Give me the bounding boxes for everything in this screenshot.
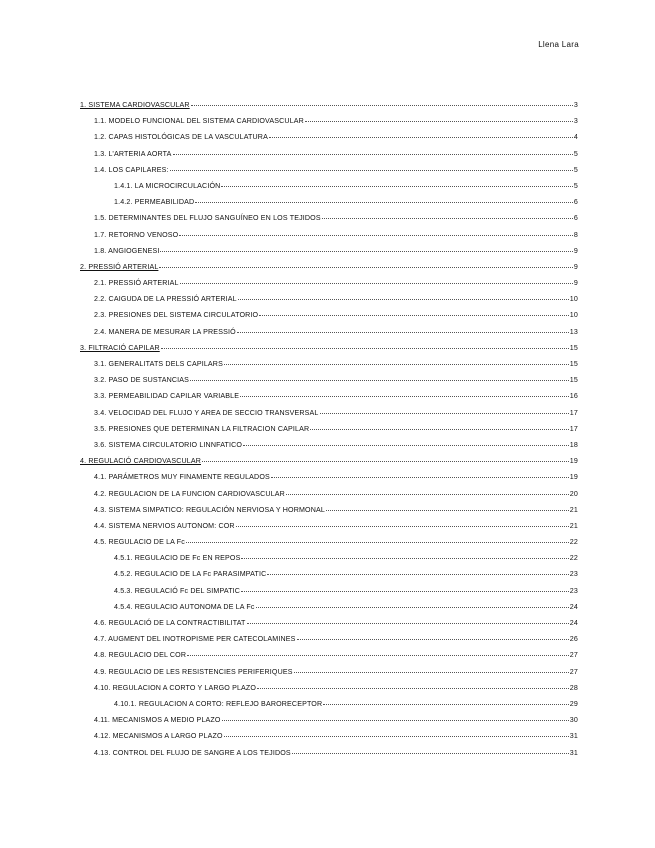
toc-entry[interactable] [80,392,578,408]
toc-dot-leader [259,315,569,316]
toc-dot-leader [160,251,572,252]
toc-entry-title: 2. PRESSIÓ ARTERIAL [80,262,159,271]
toc-entry[interactable] [80,117,578,133]
toc-dot-leader [243,445,569,446]
toc-entry-page: 22 [569,538,578,547]
toc-dot-leader [170,170,573,171]
toc-entry-title: 2.4. MANERA DE MESURAR LA PRESSIÓ [94,327,236,336]
toc-dot-leader [190,380,569,381]
toc-entry-page: 5 [573,181,578,190]
toc-entry[interactable] [80,295,578,311]
toc-entry[interactable] [80,409,578,425]
toc-entry-page: 9 [573,246,578,255]
toc-entry[interactable] [80,457,578,473]
toc-entry-page: 13 [569,327,578,336]
toc-entry[interactable] [80,425,578,441]
toc-entry-page: 19 [569,457,578,466]
toc-entry-page: 27 [569,651,578,660]
toc-entry-title: 2.3. PRESIONES DEL SISTEMA CIRCULATORIO [94,311,259,320]
toc-entry[interactable] [80,732,578,748]
author-name: Llena Lara [538,40,579,49]
toc-entry-page: 6 [573,214,578,223]
toc-entry-page: 22 [569,554,578,563]
toc-entry[interactable] [80,150,578,166]
toc-entry-page: 4 [573,133,578,142]
toc-dot-leader [294,672,569,673]
toc-entry-title: 3.2. PASO DE SUSTANCIAS [94,376,190,385]
toc-entry-title: 4.8. REGULACIO DEL COR [94,651,187,660]
toc-entry-page: 21 [569,521,578,530]
toc-dot-leader [173,154,573,155]
toc-entry[interactable] [80,231,578,247]
toc-entry-title: 4.5. REGULACIO DE LA Fc [94,538,185,547]
toc-entry-title: 4.2. REGULACION DE LA FUNCION CARDIOVASCULAR [94,489,285,498]
toc-entry-page: 8 [573,230,578,239]
toc-entry[interactable] [80,603,578,619]
toc-entry-title: 1.4. LOS CAPILARES: [94,165,169,174]
toc-entry[interactable] [80,214,578,230]
toc-entry-page: 5 [573,149,578,158]
toc-dot-leader [286,494,569,495]
toc-entry[interactable] [80,554,578,570]
toc-entry[interactable] [80,587,578,603]
toc-entry[interactable] [80,441,578,457]
toc-entry-title: 1.8. ANGIOGENESI [94,246,160,255]
toc-entry-page: 15 [569,360,578,368]
toc-entry-page: 5 [573,165,578,174]
toc-dot-leader [292,753,569,754]
toc-entry[interactable] [80,570,578,586]
toc-entry[interactable] [80,490,578,506]
toc-dot-leader [241,558,568,559]
toc-entry-title: 2.2. CAIGUDA DE LA PRESSIÓ ARTERIAL [94,295,237,304]
toc-entry-title: 4.3. SISTEMA SIMPATICO: REGULACIÓN NERVIOSA Y HORMONAL [94,505,325,514]
toc-dot-leader [326,510,569,511]
toc-entry-page: 3 [573,101,578,109]
toc-dot-leader [323,704,569,705]
toc-entry-page: 20 [569,489,578,498]
toc-entry-title: 4.5.2. REGULACIO DE LA Fc PARASIMPATIC [114,570,267,579]
toc-entry-title: 3.1. GENERALITATS DELS CAPILARS [94,360,223,368]
toc-entry-page: 10 [569,311,578,320]
toc-entry[interactable] [80,619,578,635]
toc-entry[interactable] [80,198,578,214]
toc-entry-title: 4.13. CONTROL DEL FLUJO DE SANGRE A LOS TEJIDOS [94,748,291,757]
toc-entry-page: 3 [573,117,578,126]
toc-entry[interactable] [80,101,578,117]
toc-entry-title: 2.1. PRESSIÓ ARTERIAL [94,279,179,288]
toc-entry-title: 4.5.4. REGULACIO AUTONOMA DE LA Fc [114,602,255,611]
toc-entry-page: 15 [569,376,578,385]
toc-dot-leader [187,655,569,656]
toc-entry-title: 3.3. PERMEABILIDAD CAPILAR VARIABLE [94,392,240,401]
toc-dot-leader [322,218,573,219]
toc-entry-title: 4. REGULACIÓ CARDIOVASCULAR [80,457,201,466]
toc-dot-leader [256,607,569,608]
toc-entry-title: 3.5. PRESIONES QUE DETERMINAN LA FILTRACION CAPILAR [94,424,310,433]
toc-entry-page: 24 [569,602,578,611]
toc-entry-title: 4.7. AUGMENT DEL INOTROPISME PER CATECOLAMINES [94,635,296,644]
toc-entry-page: 29 [569,699,578,708]
toc-dot-leader [195,202,573,203]
toc-entry-title: 1.3. L’ARTERIA AORTA [94,149,172,158]
toc-entry[interactable] [80,668,578,684]
toc-entry-title: 1.1. MODELO FUNCIONAL DEL SISTEMA CARDIOVASCULAR [94,117,304,126]
toc-entry-title: 1.2. CAPAS HISTOLÓGICAS DE LA VASCULATURA [94,133,268,142]
toc-entry-page: 18 [569,440,578,449]
toc-entry[interactable] [80,376,578,392]
toc-entry[interactable] [80,700,578,716]
toc-entry-title: 4.1. PARÁMETROS MUY FINAMENTE REGULADOS [94,473,270,482]
toc-entry-title: 4.11. MECANISMOS A MEDIO PLAZO [94,716,221,725]
toc-dot-leader [236,526,569,527]
toc-dot-leader [159,267,572,268]
toc-entry[interactable] [80,279,578,295]
toc-entry-page: 6 [573,198,578,207]
toc-entry-page: 21 [569,505,578,514]
toc-entry-page: 19 [569,473,578,482]
toc-entry[interactable] [80,311,578,327]
toc-entry[interactable] [80,328,578,344]
toc-entry[interactable] [80,263,578,279]
toc-dot-leader [180,283,573,284]
toc-dot-leader [267,574,568,575]
toc-dot-leader [241,591,569,592]
toc-entry[interactable] [80,538,578,554]
toc-entry-title: 3.6. SISTEMA CIRCULATORIO LINNFATICO [94,440,243,449]
toc-dot-leader [221,186,572,187]
toc-entry-page: 27 [569,667,578,676]
table-of-contents [80,101,578,765]
toc-entry-page: 28 [569,683,578,692]
toc-dot-leader [297,639,569,640]
toc-entry[interactable] [80,716,578,732]
toc-entry[interactable] [80,651,578,667]
toc-entry-title: 1. SISTEMA CARDIOVASCULAR [80,101,190,109]
toc-entry-title: 1.7. RETORNO VENOSO [94,230,179,239]
toc-entry-title: 3. FILTRACIÓ CAPILAR [80,343,160,352]
toc-entry-title: 1.5. DETERMINANTES DEL FLUJO SANGUÍNEO EN LOS TEJIDOS [94,214,321,223]
toc-entry-title: 4.4. SISTEMA NERVIOS AUTONOM: COR [94,521,235,530]
toc-dot-leader [161,348,569,349]
toc-entry[interactable] [80,247,578,263]
toc-entry-title: 4.6. REGULACIÓ DE LA CONTRACTIBILITAT [94,619,246,627]
toc-entry-page: 17 [569,408,578,417]
toc-dot-leader [305,121,573,122]
toc-entry-page: 23 [569,586,578,595]
toc-entry-page: 17 [569,424,578,433]
toc-entry-page: 10 [569,295,578,304]
toc-dot-leader [240,396,569,397]
toc-entry-title: 4.5.1. REGULACIO DE Fc EN REPOS [114,554,241,563]
toc-entry[interactable] [80,360,578,376]
toc-entry-page: 31 [569,748,578,757]
toc-entry[interactable] [80,684,578,700]
toc-entry[interactable] [80,635,578,651]
toc-entry-title: 4.9. REGULACIO DE LES RESISTENCIES PERIFERIQUES [94,667,293,676]
toc-entry-title: 3.4. VELOCIDAD DEL FLUJO Y AREA DE SECCIO TRANSVERSAL [94,408,319,417]
toc-dot-leader [320,413,569,414]
toc-dot-leader [186,542,569,543]
toc-dot-leader [237,332,569,333]
toc-entry-page: 31 [569,732,578,741]
toc-entry[interactable] [80,166,578,182]
toc-entry-title: 1.4.1. LA MICROCIRCULACIÓN [114,181,221,190]
toc-entry[interactable] [80,133,578,149]
toc-entry-page: 24 [569,619,578,627]
toc-entry-page: 26 [569,635,578,644]
toc-entry-page: 15 [569,343,578,352]
toc-entry-page: 9 [573,279,578,288]
toc-dot-leader [222,720,569,721]
toc-dot-leader [269,137,573,138]
toc-dot-leader [271,477,569,478]
toc-entry-title: 4.10. REGULACION A CORTO Y LARGO PLAZO [94,683,257,692]
toc-entry[interactable] [80,522,578,538]
toc-dot-leader [238,299,569,300]
toc-dot-leader [224,364,569,365]
toc-entry-title: 1.4.2. PERMEABILIDAD [114,198,195,207]
toc-dot-leader [179,235,573,236]
toc-entry-page: 9 [573,262,578,271]
toc-entry[interactable] [80,344,578,360]
toc-entry[interactable] [80,182,578,198]
toc-dot-leader [257,688,569,689]
toc-entry[interactable] [80,473,578,489]
toc-entry-page: 16 [569,392,578,401]
toc-dot-leader [191,105,573,106]
toc-dot-leader [247,623,569,624]
toc-entry-page: 30 [569,716,578,725]
toc-dot-leader [310,429,569,430]
toc-entry-title: 4.12. MECANISMOS A LARGO PLAZO [94,732,223,741]
toc-entry-page: 23 [569,570,578,579]
toc-dot-leader [202,461,569,462]
toc-entry-title: 4.5.3. REGULACIÓ Fc DEL SIMPATIC [114,586,241,595]
toc-entry[interactable] [80,506,578,522]
toc-dot-leader [224,736,569,737]
toc-entry[interactable] [80,749,578,765]
toc-entry-title: 4.10.1. REGULACION A CORTO: REFLEJO BARORECEPTOR [114,699,323,708]
